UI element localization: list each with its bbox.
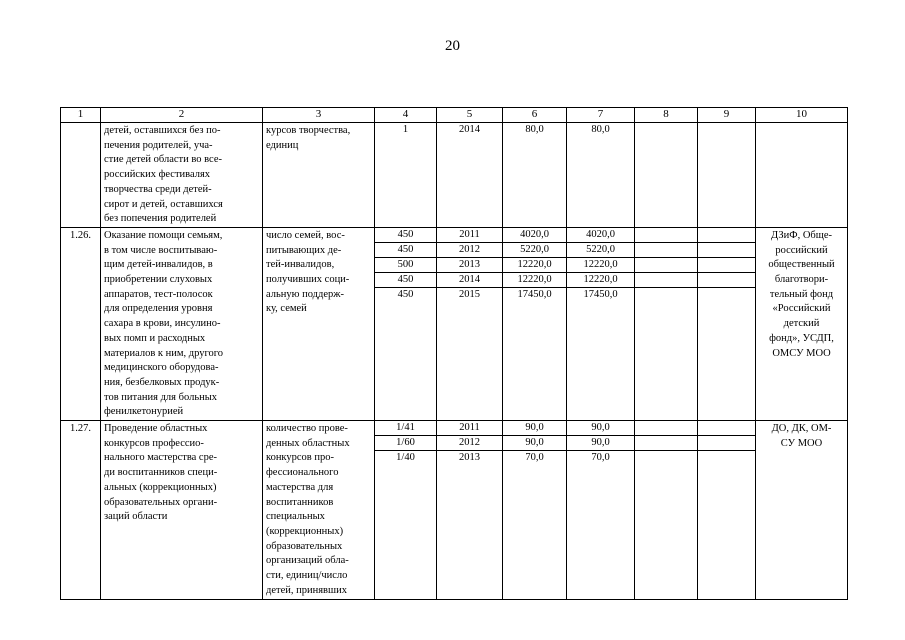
empty-sub-cell [698, 451, 755, 465]
value-cell: 5220,0 [567, 243, 634, 258]
value-cell: 450 [397, 288, 414, 300]
value-column-cell [437, 421, 503, 599]
executor-text: ДЗиФ, Обще- российский общественный благотвори- тельный фонд «Российский детский фонд», УСДП, ОМСУ МОО [768, 229, 835, 359]
column-header: 8 [635, 108, 698, 123]
value-column-cell [503, 227, 567, 420]
executor-cell [756, 123, 848, 228]
value-cell: 500 [375, 258, 436, 273]
item-number-cell: 1.26. [61, 227, 101, 420]
header-row [61, 108, 848, 123]
column-header: 7 [567, 108, 635, 123]
empty-sub-cell [698, 123, 755, 137]
value-cell: 12220,0 [567, 273, 634, 288]
value-cell: 5220,0 [503, 243, 566, 258]
value-cell: 2014 [437, 273, 502, 288]
value-cell: 80,0 [591, 124, 610, 135]
value-cell: 17450,0 [517, 288, 552, 300]
value-cell: 2015 [459, 288, 480, 300]
value-column-cell [567, 123, 635, 228]
empty-sub-cell [698, 258, 755, 273]
value-cell: 4020,0 [503, 228, 566, 243]
column-header: 2 [101, 108, 263, 123]
empty-cell [698, 421, 756, 599]
empty-sub-cell [698, 273, 755, 288]
value-column-cell [375, 421, 437, 599]
value-column-cell [437, 123, 503, 228]
value-cell: 2014 [459, 124, 480, 135]
empty-sub-cell [698, 288, 755, 302]
executor-cell [756, 421, 848, 599]
value-column-cell [567, 227, 635, 420]
value-cell: 2012 [437, 243, 502, 258]
value-cell: 70,0 [591, 452, 610, 464]
item-number-cell [61, 123, 101, 228]
empty-sub-cell [635, 288, 697, 302]
indicator-cell: количество прове- денных областных конкурсов про- фессионального мастерства для воспитанников специальных (коррекционных) образовательных организаций обла- сти, единиц/число детей, принявших [263, 421, 375, 599]
indicator-cell: число семей, вос- питывающих де- тей-инвалидов, получивших соци- альную поддерж- ку, семей [263, 227, 375, 420]
value-cell: 17450,0 [583, 288, 618, 300]
item-number-cell: 1.27. [61, 421, 101, 599]
column-header: 5 [437, 108, 503, 123]
table-row [61, 123, 848, 228]
value-column-cell [503, 123, 567, 228]
value-cell: 4020,0 [567, 228, 634, 243]
value-cell: 2013 [459, 452, 480, 464]
table-row [61, 421, 848, 599]
empty-sub-cell [698, 421, 755, 436]
column-header: 4 [375, 108, 437, 123]
value-cell: 90,0 [503, 421, 566, 436]
value-cell: 2013 [437, 258, 502, 273]
empty-sub-cell [698, 243, 755, 258]
value-cell: 1 [402, 124, 409, 135]
activity-cell: Оказание помощи семьям, в том числе воспитываю- щим детей-инвалидов, в приобретении слуховых аппаратов, тест-полосок для определения уровня сахара в крови, инсулино- вых помп и расходных материалов к ним, другого медицинского оборудова- ния, безбелковых продук- тов питания для больных фенилкетонурией [101, 227, 263, 420]
value-cell: 2012 [437, 436, 502, 451]
column-header: 1 [61, 108, 101, 123]
table-row [61, 227, 848, 420]
value-cell: 450 [375, 243, 436, 258]
column-header: 10 [756, 108, 848, 123]
empty-cell [635, 123, 698, 228]
value-cell: 2011 [437, 421, 502, 436]
empty-cell [698, 123, 756, 228]
value-cell: 90,0 [567, 436, 634, 451]
empty-sub-cell [635, 436, 697, 451]
empty-sub-cell [635, 273, 697, 288]
value-column-cell [437, 227, 503, 420]
empty-sub-cell [698, 436, 755, 451]
value-cell: 90,0 [567, 421, 634, 436]
empty-sub-cell [698, 228, 755, 243]
empty-sub-cell [635, 258, 697, 273]
value-cell: 450 [375, 273, 436, 288]
value-cell: 450 [375, 228, 436, 243]
value-cell: 2011 [437, 228, 502, 243]
program-table [60, 107, 848, 600]
value-cell: 12220,0 [503, 273, 566, 288]
value-cell: 1/40 [396, 452, 415, 464]
empty-sub-cell [635, 123, 697, 137]
executor-text [756, 123, 847, 125]
value-column-cell [375, 227, 437, 420]
value-column-cell [503, 421, 567, 599]
activity-cell: детей, оставшихся без по- печения родителей, уча- стие детей области во все- российских фестивалях творчества среди детей- сирот и детей, оставшихся без попечения родителей [101, 123, 263, 228]
page-number: 20 [445, 38, 460, 54]
empty-cell [635, 227, 698, 420]
value-cell: 1/41 [375, 421, 436, 436]
value-cell: 1/60 [375, 436, 436, 451]
value-column-cell [567, 421, 635, 599]
value-cell: 12220,0 [567, 258, 634, 273]
empty-cell [698, 227, 756, 420]
value-cell: 90,0 [503, 436, 566, 451]
column-header: 6 [503, 108, 567, 123]
column-header: 3 [263, 108, 375, 123]
empty-sub-cell [635, 228, 697, 243]
value-cell: 80,0 [525, 124, 544, 135]
empty-cell [635, 421, 698, 599]
column-header: 9 [698, 108, 756, 123]
value-column-cell [375, 123, 437, 228]
value-cell: 12220,0 [503, 258, 566, 273]
empty-sub-cell [635, 421, 697, 436]
activity-cell: Проведение областных конкурсов профессио- нального мастерства сре- ди воспитанников специ- альных (коррекционных) образовательных органи- заций области [101, 421, 263, 599]
executor-text: ДО, ДК, ОМ- СУ МОО [771, 423, 832, 449]
empty-sub-cell [635, 451, 697, 465]
value-cell: 70,0 [525, 452, 544, 464]
empty-sub-cell [635, 243, 697, 258]
executor-cell [756, 227, 848, 420]
indicator-cell: курсов творчества, единиц [263, 123, 375, 228]
